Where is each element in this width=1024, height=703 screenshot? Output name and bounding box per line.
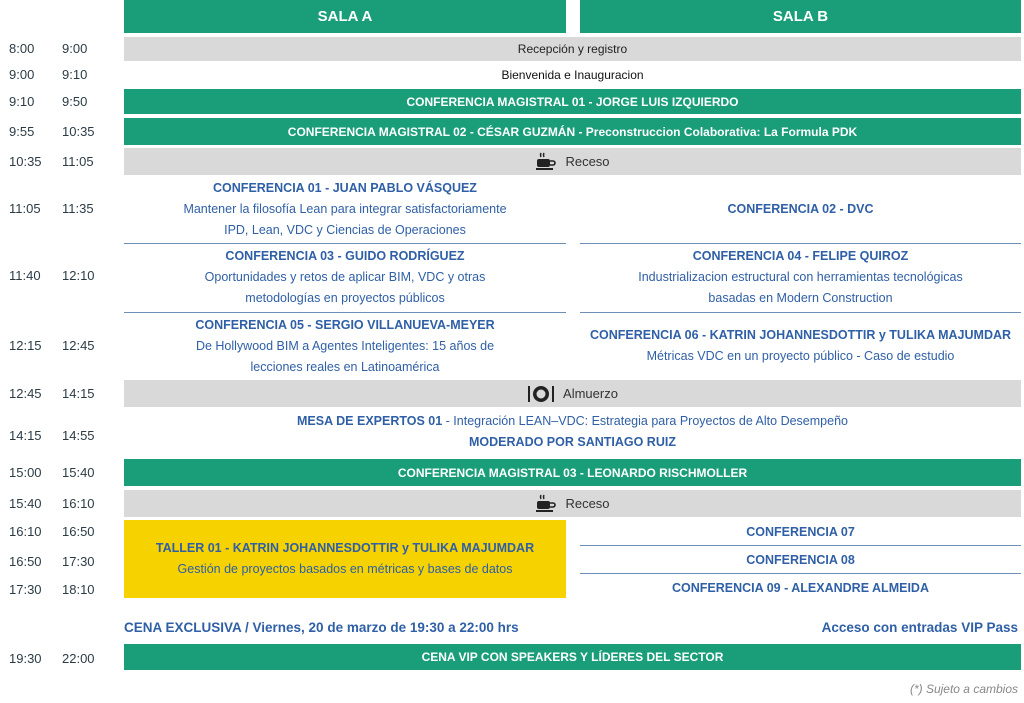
session-label: CONFERENCIA MAGISTRAL 01 - JORGE LUIS IZQUIERDO xyxy=(406,94,739,109)
session-desc: Industrializacion estructural con herramientas tecnológicas xyxy=(638,269,963,284)
vip-access-note: Acceso con entradas VIP Pass xyxy=(821,620,1018,635)
session-label: Bienvenida e Inauguracion xyxy=(501,68,644,82)
session-bar-recess xyxy=(124,148,1021,175)
time-start: 9:55 xyxy=(9,124,35,139)
time-start: 16:10 xyxy=(9,524,42,539)
session-label: Receso xyxy=(565,496,610,511)
lunch-icon xyxy=(527,384,555,404)
divider xyxy=(580,545,1021,546)
sala-b-label: SALA B xyxy=(772,8,829,25)
session-title: CONFERENCIA 09 - ALEXANDRE ALMEIDA xyxy=(672,580,929,595)
session-label: Almuerzo xyxy=(563,386,618,401)
session-title: TALLER 01 - KATRIN JOHANNESDOTTIR y TULIKA MAJUMDAR xyxy=(155,541,535,555)
time-end: 11:35 xyxy=(62,201,94,216)
session-desc: lecciones reales en Latinoamérica xyxy=(250,359,440,374)
time-end: 15:40 xyxy=(62,465,95,480)
time-start: 17:30 xyxy=(9,582,42,597)
session-cell-conf-09 xyxy=(580,576,1021,600)
dinner-note: CENA EXCLUSIVA / Viernes, 20 de marzo de 19:30 a 22:00 hrs xyxy=(124,620,519,635)
session-bar-recess xyxy=(124,490,1021,517)
session-cell-expert-panel xyxy=(124,410,1021,454)
time-start: 15:00 xyxy=(9,465,42,480)
time-end: 9:10 xyxy=(62,67,88,82)
time-start: 11:40 xyxy=(9,268,41,283)
session-title: CONFERENCIA 04 - FELIPE QUIROZ xyxy=(692,248,909,263)
session-desc: De Hollywood BIM a Agentes Inteligentes: 15 años de xyxy=(195,338,495,353)
time-end: 9:50 xyxy=(62,94,88,109)
sala-a-label: SALA A xyxy=(317,8,373,25)
time-end: 18:10 xyxy=(62,582,95,597)
session-cell-conf-02 xyxy=(580,177,1021,241)
session-bar-keynote-02 xyxy=(124,118,1021,145)
time-start: 19:30 xyxy=(9,651,42,666)
session-bar-keynote-01 xyxy=(124,89,1021,114)
time-start: 16:50 xyxy=(9,554,42,569)
footer-note: (*) Sujeto a cambios xyxy=(909,682,1018,696)
session-label: CONFERENCIA MAGISTRAL 03 - LEONARDO RISCHMOLLER xyxy=(397,465,748,480)
session-label: CONFERENCIA MAGISTRAL 02 - CÉSAR GUZMÁN - Preconstruccion Colaborativa: La Formula PDK xyxy=(287,124,858,139)
session-desc: Oportunidades y retos de aplicar BIM, VDC y otras xyxy=(204,269,486,284)
session-cell-conf-07 xyxy=(580,520,1021,544)
session-desc: Gestión de proyectos basados en métricas y bases de datos xyxy=(177,562,513,576)
session-cell-conf-03 xyxy=(124,245,566,309)
divider xyxy=(580,243,1021,244)
session-bar-vip-dinner xyxy=(124,644,1021,670)
session-title: CONFERENCIA 06 - KATRIN JOHANNESDOTTIR y TULIKA MAJUMDAR xyxy=(589,328,1012,342)
session-cell-conf-04 xyxy=(580,245,1021,309)
time-start: 12:15 xyxy=(9,338,42,353)
time-end: 11:05 xyxy=(62,154,94,169)
time-start: 9:00 xyxy=(9,67,35,82)
sala-b-header xyxy=(580,0,1021,33)
session-label: Recepción y registro xyxy=(517,42,628,56)
coffee-icon xyxy=(535,152,557,172)
session-cell-conf-08 xyxy=(580,548,1021,572)
session-cell-workshop-01 xyxy=(124,520,566,598)
time-end: 12:45 xyxy=(62,338,95,353)
time-end: 16:10 xyxy=(62,496,95,511)
session-bar-keynote-03 xyxy=(124,459,1021,486)
session-title: CONFERENCIA 07 xyxy=(746,524,855,539)
time-start: 10:35 xyxy=(9,154,42,169)
session-title: CONFERENCIA 01 - JUAN PABLO VÁSQUEZ xyxy=(213,180,477,195)
session-label: CENA VIP CON SPEAKERS Y LÍDERES DEL SECTOR xyxy=(421,650,724,664)
session-desc: IPD, Lean, VDC y Ciencias de Operaciones xyxy=(224,222,466,237)
time-start: 15:40 xyxy=(9,496,42,511)
divider xyxy=(124,312,566,313)
time-end: 9:00 xyxy=(62,41,88,56)
session-desc: basadas en Modern Construction xyxy=(708,290,893,305)
session-cell-conf-01 xyxy=(124,177,566,241)
session-title: CONFERENCIA 08 xyxy=(746,552,855,567)
workshop-block xyxy=(124,520,566,598)
session-cell-conf-06 xyxy=(580,314,1021,378)
session-moderator: MODERADO POR SANTIAGO RUIZ xyxy=(469,435,676,449)
time-end: 14:15 xyxy=(62,386,95,401)
session-title: CONFERENCIA 05 - SERGIO VILLANUEVA-MEYER xyxy=(195,317,495,332)
session-title: MESA DE EXPERTOS 01 xyxy=(297,414,443,428)
divider xyxy=(124,243,566,244)
divider xyxy=(580,312,1021,313)
session-label: Receso xyxy=(565,154,610,169)
time-start: 8:00 xyxy=(9,41,35,56)
time-start: 11:05 xyxy=(9,201,41,216)
time-start: 12:45 xyxy=(9,386,42,401)
session-bar-welcome xyxy=(124,63,1021,87)
session-cell-conf-05 xyxy=(124,314,566,378)
coffee-icon xyxy=(535,494,557,514)
time-start: 9:10 xyxy=(9,94,35,109)
session-title: CONFERENCIA 02 - DVC xyxy=(727,201,874,216)
session-bar-lunch xyxy=(124,380,1021,407)
time-start: 14:15 xyxy=(9,428,42,443)
session-desc: Métricas VDC en un proyecto público - Caso de estudio xyxy=(646,349,955,363)
session-desc: Mantener la filosofía Lean para integrar satisfactoriamente xyxy=(183,201,507,216)
session-desc: - Integración LEAN–VDC: Estrategia para Proyectos de Alto Desempeño xyxy=(442,414,848,428)
session-title: CONFERENCIA 03 - GUIDO RODRÍGUEZ xyxy=(225,248,465,263)
sala-a-header xyxy=(124,0,566,33)
time-end: 16:50 xyxy=(62,524,95,539)
divider xyxy=(580,573,1021,574)
session-bar-registration xyxy=(124,37,1021,61)
time-end: 14:55 xyxy=(62,428,95,443)
time-end: 12:10 xyxy=(62,268,95,283)
time-end: 17:30 xyxy=(62,554,95,569)
time-end: 10:35 xyxy=(62,124,95,139)
session-desc: metodologías en proyectos públicos xyxy=(245,290,445,305)
time-end: 22:00 xyxy=(62,651,95,666)
